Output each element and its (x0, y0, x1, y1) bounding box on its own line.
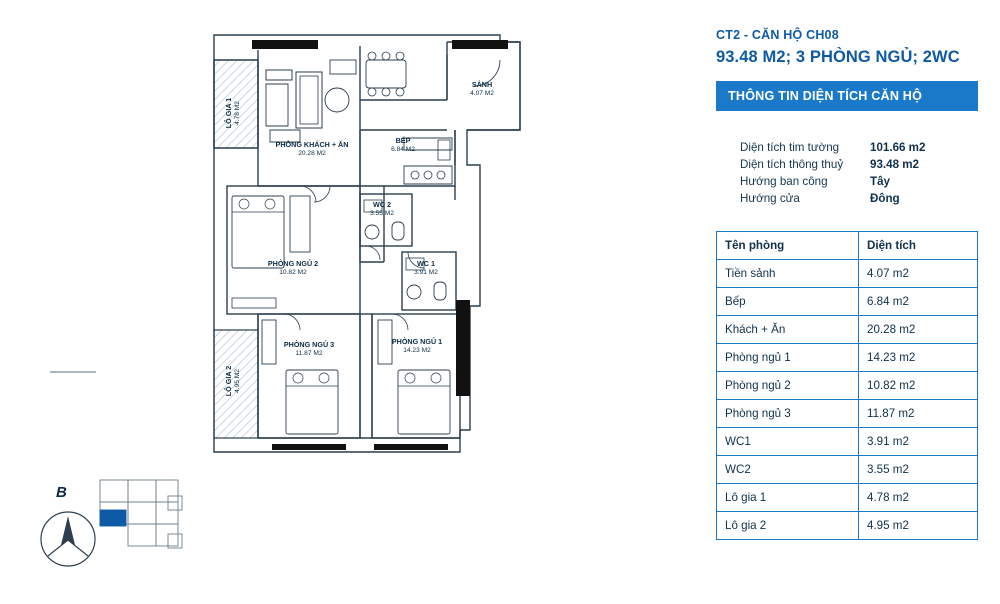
table-cell-room: Phòng ngủ 1 (717, 344, 859, 372)
table-cell-area: 11.87 m2 (859, 400, 978, 428)
room-label-kitchen: BẾP 6.84 M2 (391, 136, 415, 153)
summary-list (740, 139, 978, 207)
room-label-bedroom2: PHÒNG NGỦ 2 10.82 M2 (267, 259, 319, 276)
table-cell-area: 3.55 m2 (859, 456, 978, 484)
table-cell-area: 14.23 m2 (859, 344, 978, 372)
table-header-room: Tên phòng (717, 232, 859, 260)
table-cell-area: 3.91 m2 (859, 428, 978, 456)
summary-value: 93.48 m2 (870, 158, 919, 171)
room-label-wc2: WC 2 3.55 M2 (370, 200, 394, 217)
summary-label: Diện tích thông thuỷ (740, 158, 844, 171)
room-label-bedroom3: PHÒNG NGỦ 3 11.87 M2 (283, 340, 335, 357)
table-cell-room: Tiền sảnh (717, 260, 859, 288)
summary-value: Tây (870, 175, 890, 188)
room-label-logia1: LÔ GIA 1 4.78 M2 (224, 97, 241, 129)
info-panel (716, 28, 978, 540)
key-plan (100, 480, 182, 548)
panel-subtitle: 93.48 M2; 3 PHÒNG NGỦ; 2WC (716, 48, 960, 66)
table-row (717, 288, 978, 316)
summary-label: Hướng cửa (740, 192, 800, 205)
room-label-hall: SẢNH 4.07 M2 (470, 80, 494, 97)
table-cell-area: 4.95 m2 (859, 512, 978, 540)
table-cell-room: Phòng ngủ 3 (717, 400, 859, 428)
summary-value: 101.66 m2 (870, 141, 926, 154)
table-cell-room: Lô gia 2 (717, 512, 859, 540)
compass-north-label: B (56, 484, 67, 501)
table-header-area: Diện tích (859, 232, 978, 260)
table-cell-room: Lô gia 1 (717, 484, 859, 512)
panel-title: CT2 - CĂN HỘ CH08 (716, 28, 839, 42)
table-header-row (717, 232, 978, 260)
table-row (717, 372, 978, 400)
compass-icon (41, 512, 95, 566)
summary-row (740, 190, 978, 207)
table-cell-room: WC1 (717, 428, 859, 456)
table-row (717, 344, 978, 372)
table-row (717, 456, 978, 484)
table-row (717, 316, 978, 344)
table-row (717, 428, 978, 456)
table-cell-area: 20.28 m2 (859, 316, 978, 344)
summary-label: Diện tích tim tường (740, 141, 840, 154)
table-cell-room: WC2 (717, 456, 859, 484)
table-cell-room: Phòng ngủ 2 (717, 372, 859, 400)
table-row (717, 260, 978, 288)
table-cell-area: 6.84 m2 (859, 288, 978, 316)
room-label-logia2: LÔ GIA 2 4.95 M2 (224, 365, 241, 397)
summary-row (740, 139, 978, 156)
table-cell-room: Bếp (717, 288, 859, 316)
area-table (716, 231, 978, 540)
room-label-bedroom1: PHÒNG NGỦ 1 14.23 M2 (391, 337, 443, 354)
room-label-living: PHÒNG KHÁCH + ĂN 20.28 M2 (275, 140, 349, 157)
table-cell-room: Khách + Ăn (717, 316, 859, 344)
room-label-wc1: WC 1 3.91 M2 (414, 259, 438, 276)
table-row (717, 400, 978, 428)
table-cell-area: 4.07 m2 (859, 260, 978, 288)
table-row (717, 484, 978, 512)
summary-row (740, 173, 978, 190)
summary-value: Đông (870, 192, 900, 205)
summary-label: Hướng ban công (740, 175, 828, 188)
table-cell-area: 10.82 m2 (859, 372, 978, 400)
summary-row (740, 156, 978, 173)
table-row (717, 512, 978, 540)
table-cell-area: 4.78 m2 (859, 484, 978, 512)
panel-banner: THÔNG TIN DIỆN TÍCH CĂN HỘ (716, 81, 978, 111)
